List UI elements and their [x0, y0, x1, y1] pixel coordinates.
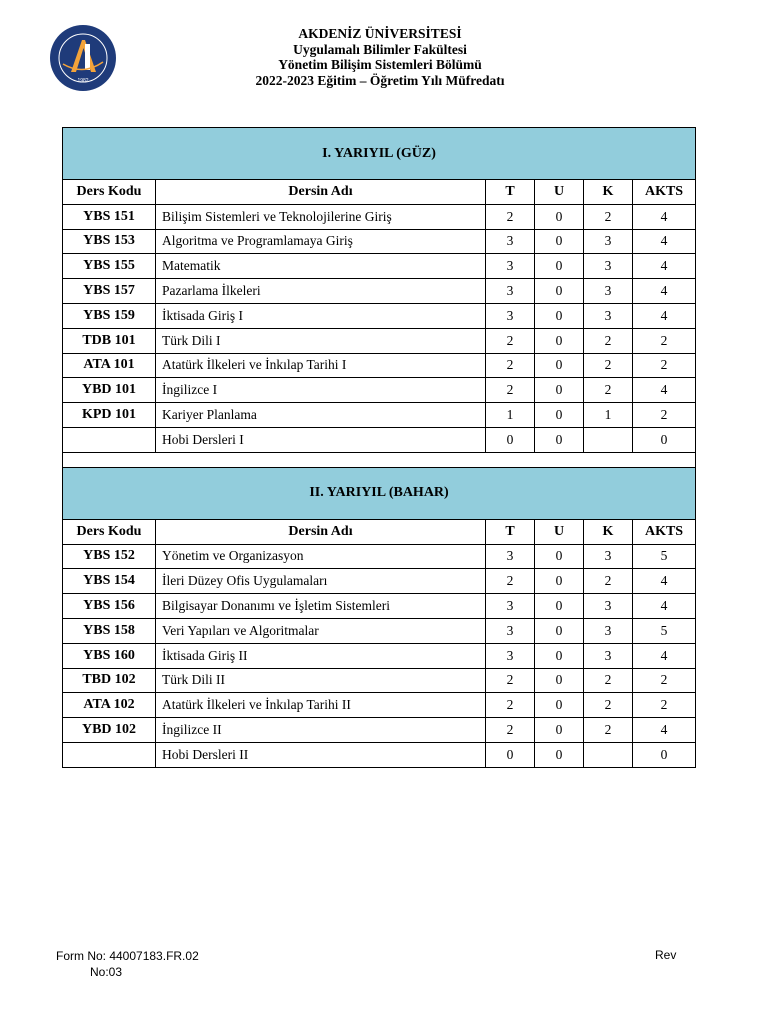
column-header-row [63, 519, 696, 544]
ects: 4 [633, 643, 696, 668]
header-practice: U [535, 180, 584, 205]
course-row [63, 643, 696, 668]
university-name: AKDENİZ ÜNİVERSİTESİ [298, 26, 462, 41]
ects: 2 [633, 693, 696, 718]
credit: 3 [584, 279, 633, 304]
svg-text:1982: 1982 [77, 78, 89, 84]
practice-hours: 0 [535, 254, 584, 279]
header-course-code: Ders Kodu [63, 519, 156, 544]
theory-hours: 2 [486, 693, 535, 718]
course-row [63, 328, 696, 353]
credit: 3 [584, 229, 633, 254]
course-code: YBS 159 [63, 303, 156, 328]
course-code: YBD 101 [63, 378, 156, 403]
course-code: YBS 160 [63, 643, 156, 668]
theory-hours: 2 [486, 668, 535, 693]
ects: 4 [633, 594, 696, 619]
theory-hours: 2 [486, 204, 535, 229]
department-name: Yönetim Bilişim Sistemleri Bölümü [278, 57, 482, 72]
theory-hours: 3 [486, 303, 535, 328]
ects: 5 [633, 544, 696, 569]
ects: 2 [633, 403, 696, 428]
credit: 2 [584, 328, 633, 353]
practice-hours: 0 [535, 427, 584, 452]
practice-hours: 0 [535, 229, 584, 254]
credit: 2 [584, 569, 633, 594]
course-row [63, 254, 696, 279]
course-name: İktisada Giriş I [156, 303, 486, 328]
credit [584, 427, 633, 452]
practice-hours: 0 [535, 742, 584, 767]
faculty-name: Uygulamalı Bilimler Fakültesi [293, 41, 467, 57]
course-name: Bilgisayar Donanımı ve İşletim Sistemleri [156, 594, 486, 619]
course-row [63, 569, 696, 594]
course-name: Algoritma ve Programlamaya Giriş [156, 229, 486, 254]
ects: 4 [633, 254, 696, 279]
theory-hours: 2 [486, 328, 535, 353]
course-row [63, 204, 696, 229]
ects: 2 [633, 353, 696, 378]
theory-hours: 2 [486, 378, 535, 403]
spacer-cell [63, 452, 696, 467]
ects: 4 [633, 204, 696, 229]
course-row [63, 544, 696, 569]
course-name: İngilizce II [156, 718, 486, 743]
course-name: Türk Dili II [156, 668, 486, 693]
credit: 2 [584, 378, 633, 403]
practice-hours: 0 [535, 643, 584, 668]
ects: 5 [633, 618, 696, 643]
ects: 4 [633, 303, 696, 328]
revision-label: Rev [655, 948, 677, 962]
header-course-name: Dersin Adı [156, 519, 486, 544]
course-name: İleri Düzey Ofis Uygulamaları [156, 569, 486, 594]
course-code: YBS 153 [63, 229, 156, 254]
credit: 1 [584, 403, 633, 428]
theory-hours: 3 [486, 279, 535, 304]
course-row [63, 229, 696, 254]
practice-hours: 0 [535, 378, 584, 403]
practice-hours: 0 [535, 693, 584, 718]
ects: 0 [633, 742, 696, 767]
course-row [63, 303, 696, 328]
course-name: İktisada Giriş II [156, 643, 486, 668]
course-row [63, 594, 696, 619]
practice-hours: 0 [535, 328, 584, 353]
course-row [63, 279, 696, 304]
credit: 2 [584, 718, 633, 743]
course-name: Kariyer Planlama [156, 403, 486, 428]
credit: 2 [584, 668, 633, 693]
practice-hours: 0 [535, 403, 584, 428]
curriculum-table [62, 127, 696, 768]
semester-title-row [63, 467, 696, 519]
course-name: Atatürk İlkeleri ve İnkılap Tarihi I [156, 353, 486, 378]
form-number [56, 948, 199, 980]
ects: 4 [633, 279, 696, 304]
credit: 3 [584, 544, 633, 569]
practice-hours: 0 [535, 544, 584, 569]
course-code: YBD 102 [63, 718, 156, 743]
theory-hours: 1 [486, 403, 535, 428]
theory-hours: 3 [486, 229, 535, 254]
credit: 3 [584, 643, 633, 668]
course-code: ATA 101 [63, 353, 156, 378]
course-row [63, 353, 696, 378]
header-credit: K [584, 519, 633, 544]
practice-hours: 0 [535, 353, 584, 378]
course-name: Atatürk İlkeleri ve İnkılap Tarihi II [156, 693, 486, 718]
course-name: Hobi Dersleri II [156, 742, 486, 767]
theory-hours: 2 [486, 353, 535, 378]
course-row [63, 668, 696, 693]
course-row [63, 378, 696, 403]
column-header-row [63, 180, 696, 205]
practice-hours: 0 [535, 569, 584, 594]
ects: 4 [633, 378, 696, 403]
header-ects: AKTS [633, 519, 696, 544]
header-ects: AKTS [633, 180, 696, 205]
theory-hours: 2 [486, 569, 535, 594]
course-name: Hobi Dersleri I [156, 427, 486, 452]
theory-hours: 3 [486, 643, 535, 668]
course-row [63, 693, 696, 718]
course-row [63, 618, 696, 643]
semester-title: II. YARIYIL (BAHAR) [63, 467, 696, 519]
ects: 4 [633, 569, 696, 594]
form-no: Form No: 44007183.FR.02 [56, 949, 199, 963]
theory-hours: 0 [486, 427, 535, 452]
theory-hours: 3 [486, 544, 535, 569]
theory-hours: 3 [486, 594, 535, 619]
course-name: Veri Yapıları ve Algoritmalar [156, 618, 486, 643]
header-course-code: Ders Kodu [63, 180, 156, 205]
ects: 4 [633, 718, 696, 743]
course-code [63, 427, 156, 452]
course-code: YBS 155 [63, 254, 156, 279]
practice-hours: 0 [535, 718, 584, 743]
course-code: TDB 101 [63, 328, 156, 353]
header-credit: K [584, 180, 633, 205]
course-code: KPD 101 [63, 403, 156, 428]
practice-hours: 0 [535, 594, 584, 619]
semester-spacer-row [63, 452, 696, 467]
credit: 2 [584, 353, 633, 378]
course-code: YBS 152 [63, 544, 156, 569]
credit: 2 [584, 204, 633, 229]
course-row [63, 718, 696, 743]
course-code: YBS 151 [63, 204, 156, 229]
course-name: Pazarlama İlkeleri [156, 279, 486, 304]
ects: 0 [633, 427, 696, 452]
credit: 3 [584, 303, 633, 328]
course-code: YBS 156 [63, 594, 156, 619]
course-code [63, 742, 156, 767]
semester-title-row [63, 128, 696, 180]
course-code: ATA 102 [63, 693, 156, 718]
theory-hours: 3 [486, 254, 535, 279]
course-name: Türk Dili I [156, 328, 486, 353]
theory-hours: 0 [486, 742, 535, 767]
course-row [63, 427, 696, 452]
document-header [180, 26, 580, 88]
header-theory: T [486, 519, 535, 544]
header-practice: U [535, 519, 584, 544]
course-code: YBS 158 [63, 618, 156, 643]
credit: 3 [584, 594, 633, 619]
credit: 2 [584, 693, 633, 718]
ects: 2 [633, 668, 696, 693]
course-name: Bilişim Sistemleri ve Teknolojilerine Giriş [156, 204, 486, 229]
curriculum-title: 2022-2023 Eğitim – Öğretim Yılı Müfredatı [255, 72, 505, 88]
practice-hours: 0 [535, 303, 584, 328]
course-name: Matematik [156, 254, 486, 279]
practice-hours: 0 [535, 618, 584, 643]
theory-hours: 2 [486, 718, 535, 743]
course-code: TBD 102 [63, 668, 156, 693]
ects: 4 [633, 229, 696, 254]
course-name: İngilizce I [156, 378, 486, 403]
revision-no: No:03 [90, 965, 123, 979]
course-code: YBS 157 [63, 279, 156, 304]
semester-title: I. YARIYIL (GÜZ) [63, 128, 696, 180]
practice-hours: 0 [535, 204, 584, 229]
course-row [63, 403, 696, 428]
header-theory: T [486, 180, 535, 205]
credit [584, 742, 633, 767]
ects: 2 [633, 328, 696, 353]
course-name: Yönetim ve Organizasyon [156, 544, 486, 569]
university-logo [49, 24, 117, 92]
practice-hours: 0 [535, 279, 584, 304]
credit: 3 [584, 618, 633, 643]
course-code: YBS 154 [63, 569, 156, 594]
header-course-name: Dersin Adı [156, 180, 486, 205]
course-row [63, 742, 696, 767]
practice-hours: 0 [535, 668, 584, 693]
theory-hours: 3 [486, 618, 535, 643]
credit: 3 [584, 254, 633, 279]
